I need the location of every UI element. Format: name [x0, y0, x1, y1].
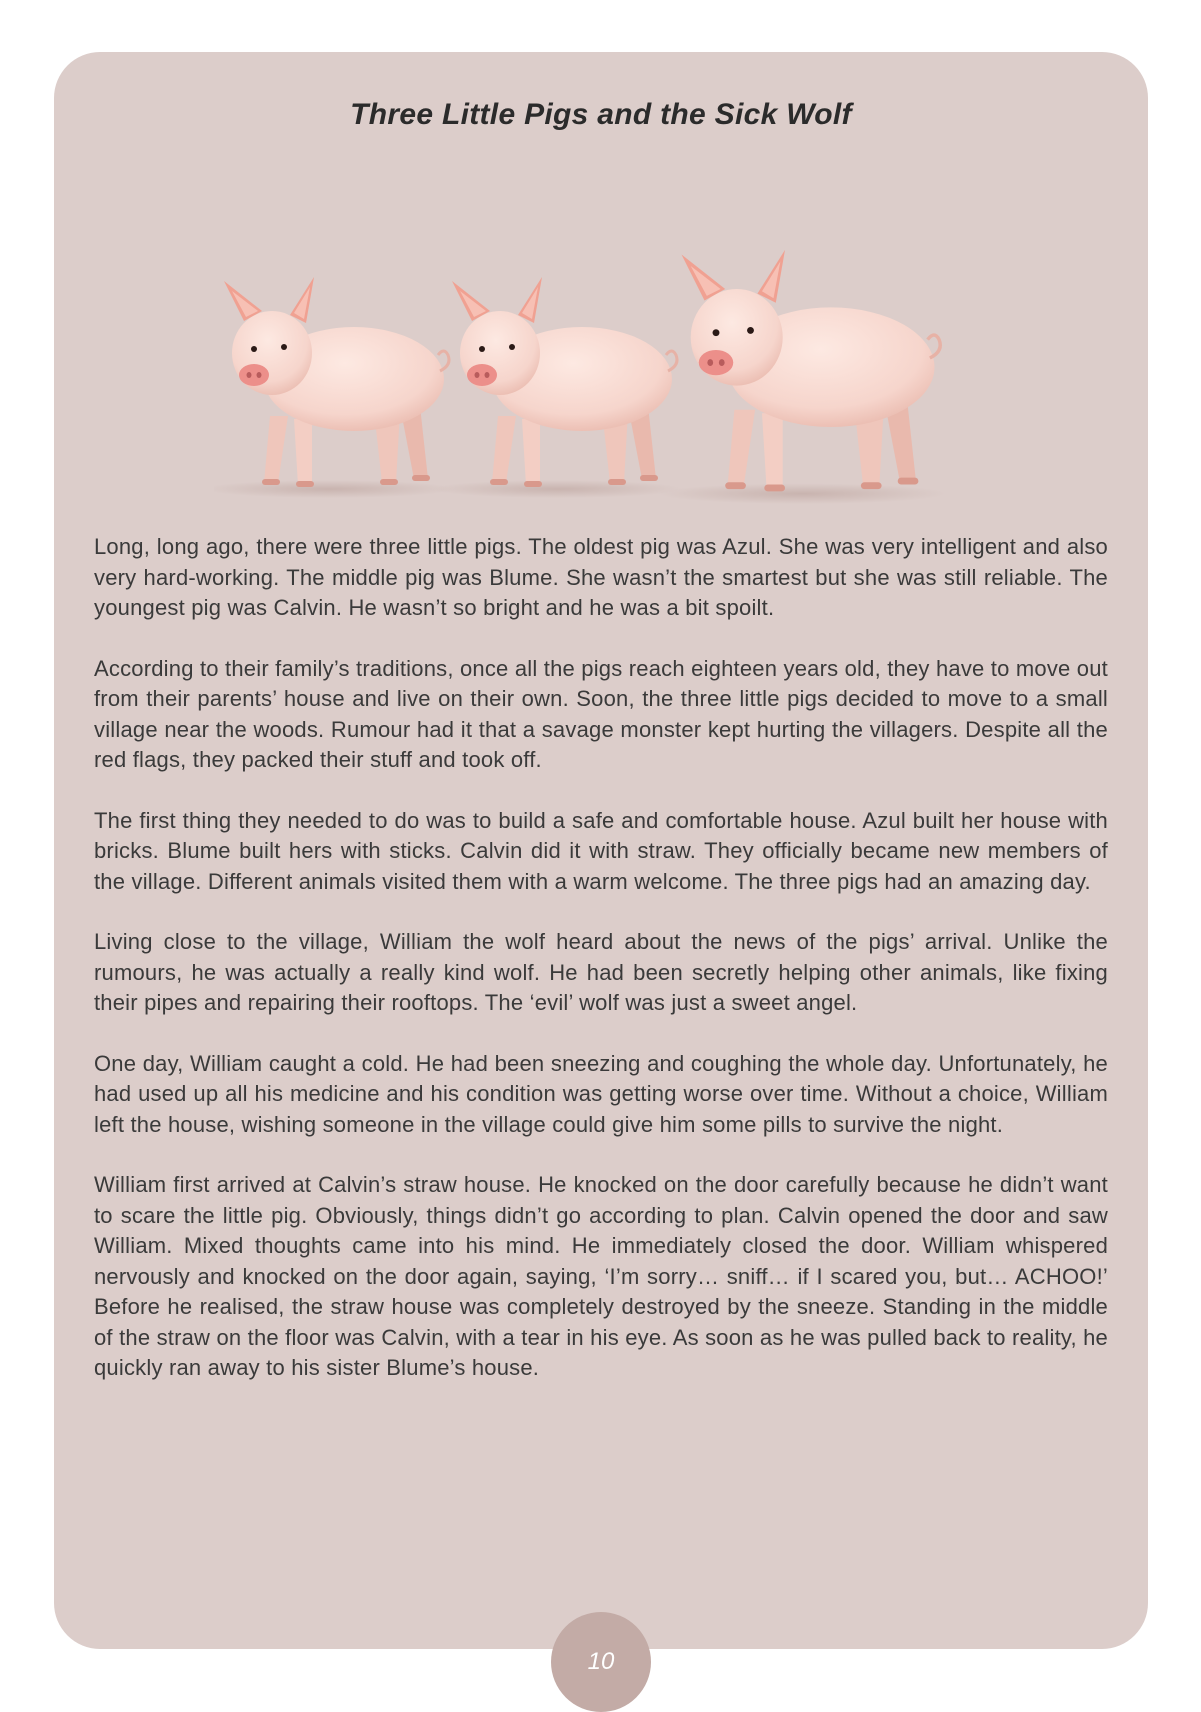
story-page-panel	[54, 52, 1148, 1649]
page-number-badge	[551, 1612, 651, 1712]
pig-oldest-icon	[214, 277, 454, 498]
story-title: Three Little Pigs and the Sick Wolf	[350, 98, 852, 131]
story-text	[94, 532, 1108, 1414]
story-paragraph-2: According to their family’s traditions, once all the pigs reach eighteen years old, they have to move out from their parents’ house and live on their own. Soon, the three little pigs decided to move to a small village near the woods. Rumour had it that a savage monster kept hurting the villagers. Despite all the red flags, they packed their stuff and took off.	[94, 655, 1108, 772]
three-pigs-illustration	[214, 207, 1054, 537]
story-paragraph-6: William first arrived at Calvin’s straw house. He knocked on the door carefully because he didn’t want to scare the little pig. Obviously, things didn’t go according to plan. Calvin opened the door and saw William. Mixed thoughts came into his mind. He immediately closed the door. William whispered nervously and knocked on the door again, saying, ‘I’m sorry… sniff… if I scared you, but… ACHOO!’ Before he realised, the straw house was completely destroyed by the sneeze. Standing in the middle of the straw on the floor was Calvin, with a tear in his eye. As soon as he was pulled back to reality, he quickly ran away to his sister Blume’s house.	[94, 1172, 1108, 1380]
story-paragraph-5: One day, William caught a cold. He had been sneezing and coughing the whole day. Unfortunately, he had used up all his medicine and his condition was getting worse over time. Without a choice, William left the house, wishing someone in the village could give him some pills to survive the night.	[94, 1050, 1108, 1137]
story-paragraph-1: Long, long ago, there were three little pigs. The oldest pig was Azul. She was very intelligent and also very hard-working. The middle pig was Blume. She wasn’t the smartest but she was still reliable. The youngest pig was Calvin. He wasn’t so bright and he was a bit spoilt.	[94, 534, 1108, 620]
story-paragraph-4: Living close to the village, William the wolf heard about the news of the pigs’ arrival. Unlike the rumours, he was actually a really kind wolf. He had been secretly helping other animals, like fixing their pipes and repairing their rooftops. The ‘evil’ wolf was just a sweet angel.	[94, 929, 1108, 1015]
page-number: 10	[587, 1648, 615, 1675]
pig-middle-icon	[432, 277, 682, 498]
pig-youngest-icon	[659, 250, 947, 504]
story-paragraph-3: The first thing they needed to do was to build a safe and comfortable house. Azul built her house with bricks. Blume built hers with sticks. Calvin did it with straw. They officially became new members of the village. Different animals visited them with a warm welcome. The three pigs had an amazing day.	[94, 807, 1108, 894]
